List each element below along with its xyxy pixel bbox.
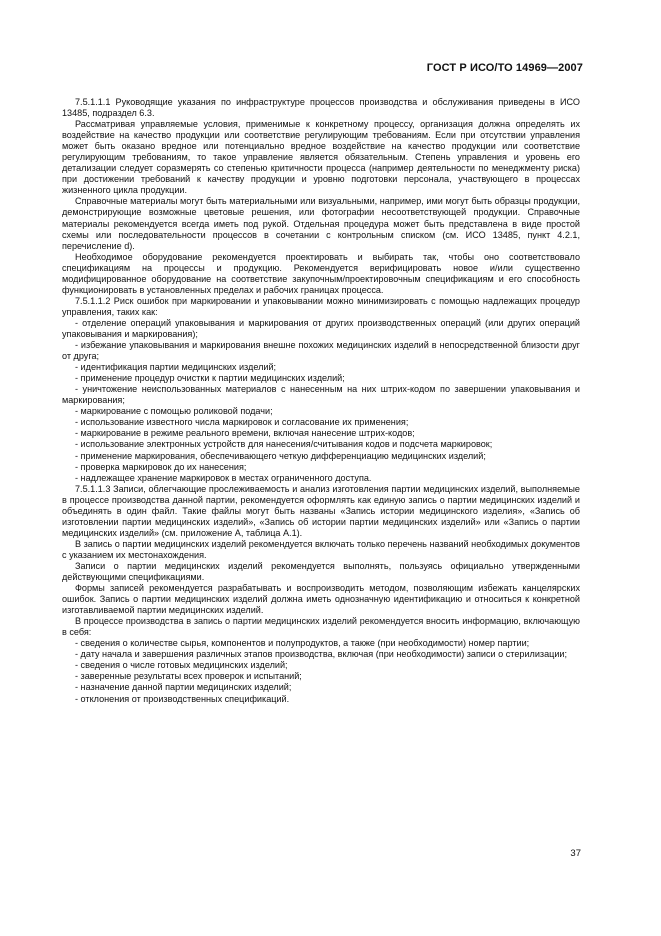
list-item: - сведения о числе готовых медицинских изделий; bbox=[75, 660, 288, 671]
paragraph: Записи о партии медицинских изделий рекомендуется выполнять, пользуясь официально утвержденными действующими спецификациями. bbox=[62, 560, 580, 583]
paragraph: Справочные материалы могут быть материальными или визуальными, например, ими могут быть образцы продукции, демонстрирующие возможные цветовые решения, или фотографии несоответствующей продукции. Справочные материалы рекомендуется всегда иметь под рукой. Отдельная процедура может быть представлена в виде простой схемы или последовательности процессов в сочетании с контрольным списком (см. ИСО 13485, пункт 4.2.1, перечисление d). bbox=[62, 196, 580, 251]
list-item: - дату начала и завершения различных этапов производства, включая (при необходимости) записи о стерилизации; bbox=[75, 649, 568, 660]
paragraph: В процессе производства в запись о партии медицинских изделий рекомендуется вносить информацию, включающую в себя: bbox=[62, 616, 580, 638]
list-item: - проверка маркировок до их нанесения; bbox=[75, 461, 247, 472]
list-item: - маркирование в режиме реального времени, включая нанесение штрих-кодов; bbox=[75, 428, 415, 439]
list-item: - сведения о количестве сырья, компонентов и полупродуктов, а также (при необходимости) номер партии; bbox=[75, 638, 530, 649]
list-item: - использование электронных устройств для нанесения/считывания кодов и подсчета маркировок; bbox=[75, 439, 493, 450]
paragraph: В запись о партии медицинских изделий рекомендуется включать только перечень названий необходимых документов с указанием их местонахождения. bbox=[62, 538, 580, 560]
page-number: 37 bbox=[570, 848, 581, 859]
paragraph: 7.5.1.1.1 Руководящие указания по инфраструктуре процессов производства и обслуживания приведены в ИСО 13485, подраздел 6.3. bbox=[62, 97, 580, 119]
paragraph: 7.5.1.1.2 Риск ошибок при маркировании и упаковывании можно минимизировать с помощью надлежащих процедур управления, таких как: bbox=[62, 295, 580, 317]
list-item: - уничтожение неиспользованных материалов с нанесенным на них штрих-кодом по завершении упаковывания и маркирования; bbox=[62, 384, 580, 406]
list-item: - маркирование с помощью роликовой подачи; bbox=[75, 406, 273, 417]
list-item: - идентификация партии медицинских изделий; bbox=[75, 362, 277, 373]
list-item: - отклонения от производственных спецификаций. bbox=[75, 693, 290, 704]
list-item: - применение процедур очистки к партии медицинских изделий; bbox=[75, 373, 345, 384]
list-item: - назначение данной партии медицинских изделий; bbox=[75, 682, 292, 693]
list-item: - использование известного числа маркировок и согласование их применения; bbox=[75, 417, 409, 428]
paragraph: Рассматривая управляемые условия, применимые к конкретному процессу, организация должна определять их воздействие на качество продукции или соответствие регулирующим требованиям. Если при отсутствии управления может быть оказано вредное или потенциально вредное воздействие на качество продукции или соответствие регулирующим требованиям, то такое управление является обязательным. Степень управления и уровень его детализации следует соразмерять со степенью критичности процесса (например деятельности по менеджменту риска) при достижении требований к качеству продукции и уровню подготовки персонала, участвующего в процессах жизненного цикла продукции. bbox=[62, 119, 580, 196]
list-item: - отделение операций упаковывания и маркирования от других производственных операций (или других операций упаковывания и маркирования); bbox=[62, 317, 580, 339]
paragraph: 7.5.1.1.3 Записи, облегчающие прослеживаемость и анализ изготовления партии медицинских изделий, выполняемые в процессе производства данной партии, рекомендуется оформлять как единую запись о партии медицинских изделий и объединять в один файл. Такие файлы могут быть названы «Запись истории медицинского изделия», «Запись об изготовлении партии медицинских изделий», «Запись об истории партии медицинских изделий» или «Запись о партии медицинских изделий» (см. приложение А, таблица А.1). bbox=[62, 483, 580, 538]
paragraph: Необходимое оборудование рекомендуется проектировать и выбирать так, чтобы оно соответствовало спецификациям на процессы и продукцию. Рекомендуется верифицировать новое и/или существенно модифицированное оборудование на соответствие закупочным/проектировочным спецификациям и его способность функционировать в установленных пределах и рабочих границах процесса. bbox=[62, 251, 580, 295]
list-item: - надлежащее хранение маркировок в местах ограниченного доступа. bbox=[75, 472, 372, 483]
list-item: - применение маркирования, обеспечивающего четкую дифференциацию медицинских изделий; bbox=[75, 450, 486, 461]
document-body bbox=[62, 97, 580, 705]
document-header: ГОСТ Р ИСО/ТО 14969—2007 bbox=[426, 62, 583, 74]
list-item: - избежание упаковывания и маркирования внешне похожих медицинских изделий в непосредственной близости друг от друга; bbox=[62, 340, 580, 362]
list-item: - заверенные результаты всех проверок и испытаний; bbox=[75, 671, 302, 682]
paragraph: Формы записей рекомендуется разрабатывать и воспроизводить методом, позволяющим избежать канцелярских ошибок. Запись о партии медицинских изделий должна иметь однозначную идентификацию и относиться к конкретной изготавливаемой партии медицинских изделий. bbox=[62, 583, 580, 616]
